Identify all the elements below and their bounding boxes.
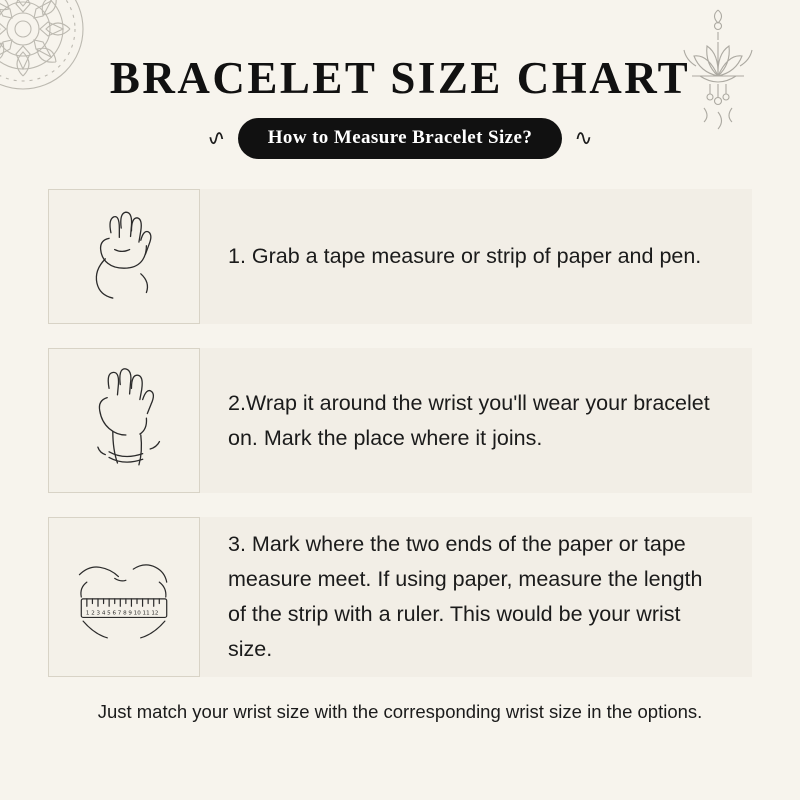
steps-list: [48, 189, 752, 677]
svg-text:1 2 3 4 5 6 7 8 9 10 11 12: 1 2 3 4 5 6 7 8 9 10 11 12: [85, 610, 159, 617]
flourish-left-icon: ∿: [207, 125, 226, 151]
flourish-right-icon: ∿: [574, 125, 593, 151]
hand-with-tape-illustration: [48, 189, 200, 324]
list-item: [48, 348, 752, 493]
list-item: [48, 189, 752, 324]
subtitle-badge: How to Measure Bracelet Size?: [238, 118, 563, 159]
hands-measuring-with-ruler-illustration: [48, 517, 200, 677]
step-text: 1. Grab a tape measure or strip of paper and pen.: [228, 244, 702, 269]
subtitle-row: [0, 118, 800, 159]
hand-wrapping-wrist-illustration: [48, 348, 200, 493]
step-text: 2.Wrap it around the wrist you'll wear your bracelet on. Mark the place where it joins.: [228, 390, 710, 450]
page-title: BRACELET SIZE CHART: [109, 53, 691, 103]
list-item: [48, 517, 752, 677]
step-text: 3. Mark where the two ends of the paper or tape measure meet. If using paper, measure the length of the strip with a ruler. This would be your wrist size.: [228, 532, 703, 661]
footer-note: Just match your wrist size with the corresponding wrist size in the options.: [97, 701, 703, 722]
